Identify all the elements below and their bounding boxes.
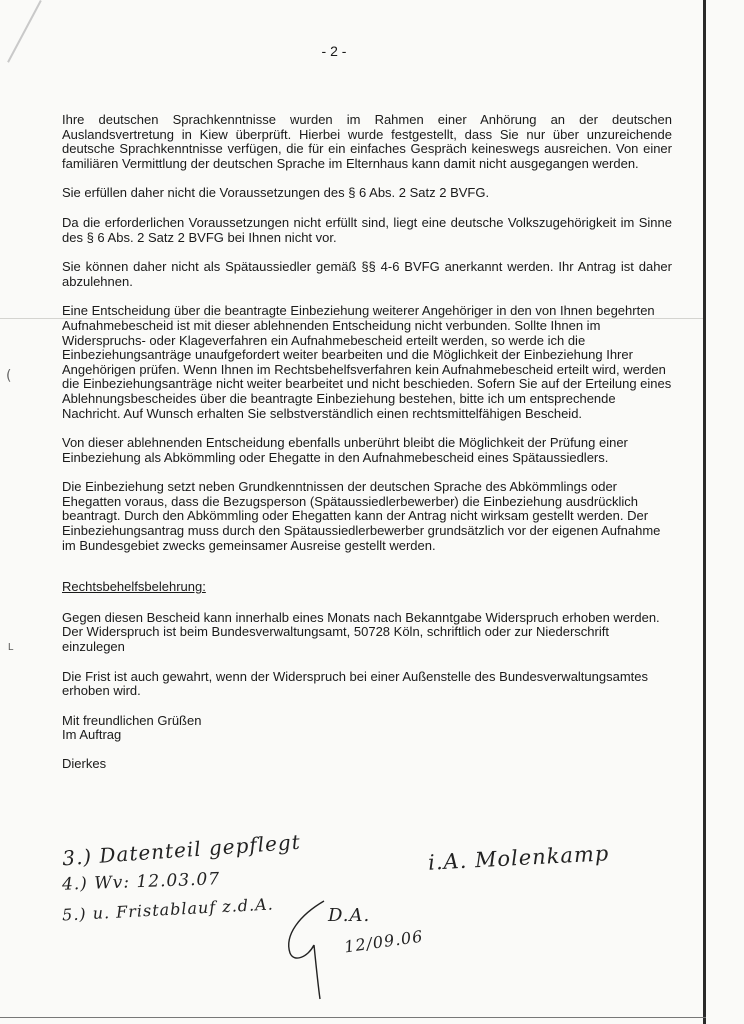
closing-greeting: Mit freundlichen Grüßen xyxy=(62,712,202,728)
paragraph-inclusion-check: Von dieser ablehnenden Entscheidung ebenfalls unberührt bleibt die Möglichkeit der Prüfung einer Einbeziehung als Abkömmling oder Ehegatte in den Aufnahmebescheid eines Spätaussiedlers. xyxy=(62,435,628,465)
letter-body xyxy=(62,113,672,772)
handwritten-note-data-maintained: 3.) Datenteil gepflegt xyxy=(61,829,302,871)
legal-deadline-text: Die Frist ist auch gewahrt, wenn der Widerspruch bei einer Außenstelle des Bundesverwaltungsamtes erhoben wird. xyxy=(62,668,649,699)
handwritten-date: 12/09.06 xyxy=(343,926,425,957)
page-number: - 2 - xyxy=(321,43,347,59)
paragraph-rejection: Sie können daher nicht als Spätaussiedler gemäß §§ 4-6 BVFG anerkannt werden. Ihr Antrag ist daher abzulehnen. xyxy=(62,259,672,289)
legal-remedy-text: Gegen diesen Bescheid kann innerhalb eines Monats nach Bekanntgabe Widerspruch erhoben werden. Der Widerspruch ist beim Bundesverwaltungsamt, 50728 Köln, schriftlich oder zur Niederschrift einzulegen xyxy=(62,609,660,655)
paragraph-language-assessment: Ihre deutschen Sprachkenntnisse wurden im Rahmen einer Anhörung an der deutschen Auslandsvertretung in Kiew überprüft. Hierbei wurde festgestellt, dass Sie nur über unzureichende deutsche Sprachkenntnisse verfügen, die für ein einfaches Gespräch keineswegs ausreichen. Von einer familiären Vermittlung der deutschen Sprache im Elternhaus kann damit nicht ausgegangen werden. xyxy=(62,112,672,171)
margin-fold-mark: L xyxy=(8,642,14,653)
paragraph-requirements-not-met: Sie erfüllen daher nicht die Voraussetzungen des § 6 Abs. 2 Satz 2 BVFG. xyxy=(62,185,490,201)
page-bottom-edge xyxy=(0,1017,706,1018)
paragraph-inclusion-relatives: Eine Entscheidung über die beantragte Einbeziehung weiterer Angehöriger in den von Ihnen begehrten Aufnahmebescheid ist mit dieser ablehnenden Entscheidung nicht verbunden. Sollte Ihnen im Widerspruchs- oder Klageverfahren ein Aufnahmebescheid erteilt werden, so werde ich die Einbeziehungsanträge unaufgefordert weiter bearbeiten und die Möglichkeit der Einbeziehung Ihrer Angehörigen prüfen. Wenn Ihnen im Rechtsbehelfsverfahren kein Aufnahmebescheid erteilt wird, werden die Einbeziehungsanträge nicht weiter bearbeitet und nicht beschieden. Sofern Sie auf der Erteilung eines Ablehnungsbescheides über die beantragte Einbeziehung bestehen, bitte ich um entsprechende Nachricht. Auf Wunsch erhalten Sie selbstverständlich einen rechtsmittelfähigen Bescheid. xyxy=(62,303,672,421)
paragraph-inclusion-requirements: Die Einbeziehung setzt neben Grundkenntnissen der deutschen Sprache des Abkömmlings oder Ehegatten voraus, dass die Bezugsperson (Spätaussiedlerbewerber) die Einbeziehung ausdrücklich beantragt. Durch den Abkömmling oder Ehegatten kann der Antrag nicht wirksam gestellt werden. Der Einbeziehungsantrag muss durch den Spätaussiedlerbewerber grundsätzlich vor der eigenen Aufnahme im Bundesgebiet zwecks gemeinsamer Ausreise gestellt werden. xyxy=(62,479,661,553)
handwritten-signature: i.A. Molenkamp xyxy=(427,841,610,875)
handwritten-note-file: 5.) u. Fristablauf z.d.A. xyxy=(61,894,275,925)
margin-bracket-mark: ( xyxy=(6,368,12,384)
paragraph-ethnicity: Da die erforderlichen Voraussetzungen nicht erfüllt sind, liegt eine deutsche Volkszugehörigkeit im Sinne des § 6 Abs. 2 Satz 2 BVFG bei Ihnen nicht vor. xyxy=(62,214,672,245)
closing-on-behalf: Im Auftrag xyxy=(62,727,122,743)
page-right-edge xyxy=(703,0,706,1024)
legal-remedy-heading: Rechtsbehelfsbelehrung: xyxy=(62,579,206,595)
handwritten-paraph-stroke xyxy=(280,895,340,1005)
signer-name: Dierkes xyxy=(62,756,107,771)
handwritten-note-resubmission: 4.) Wv: 12.03.07 xyxy=(61,869,221,895)
handwritten-initial: D.A. xyxy=(328,905,371,926)
